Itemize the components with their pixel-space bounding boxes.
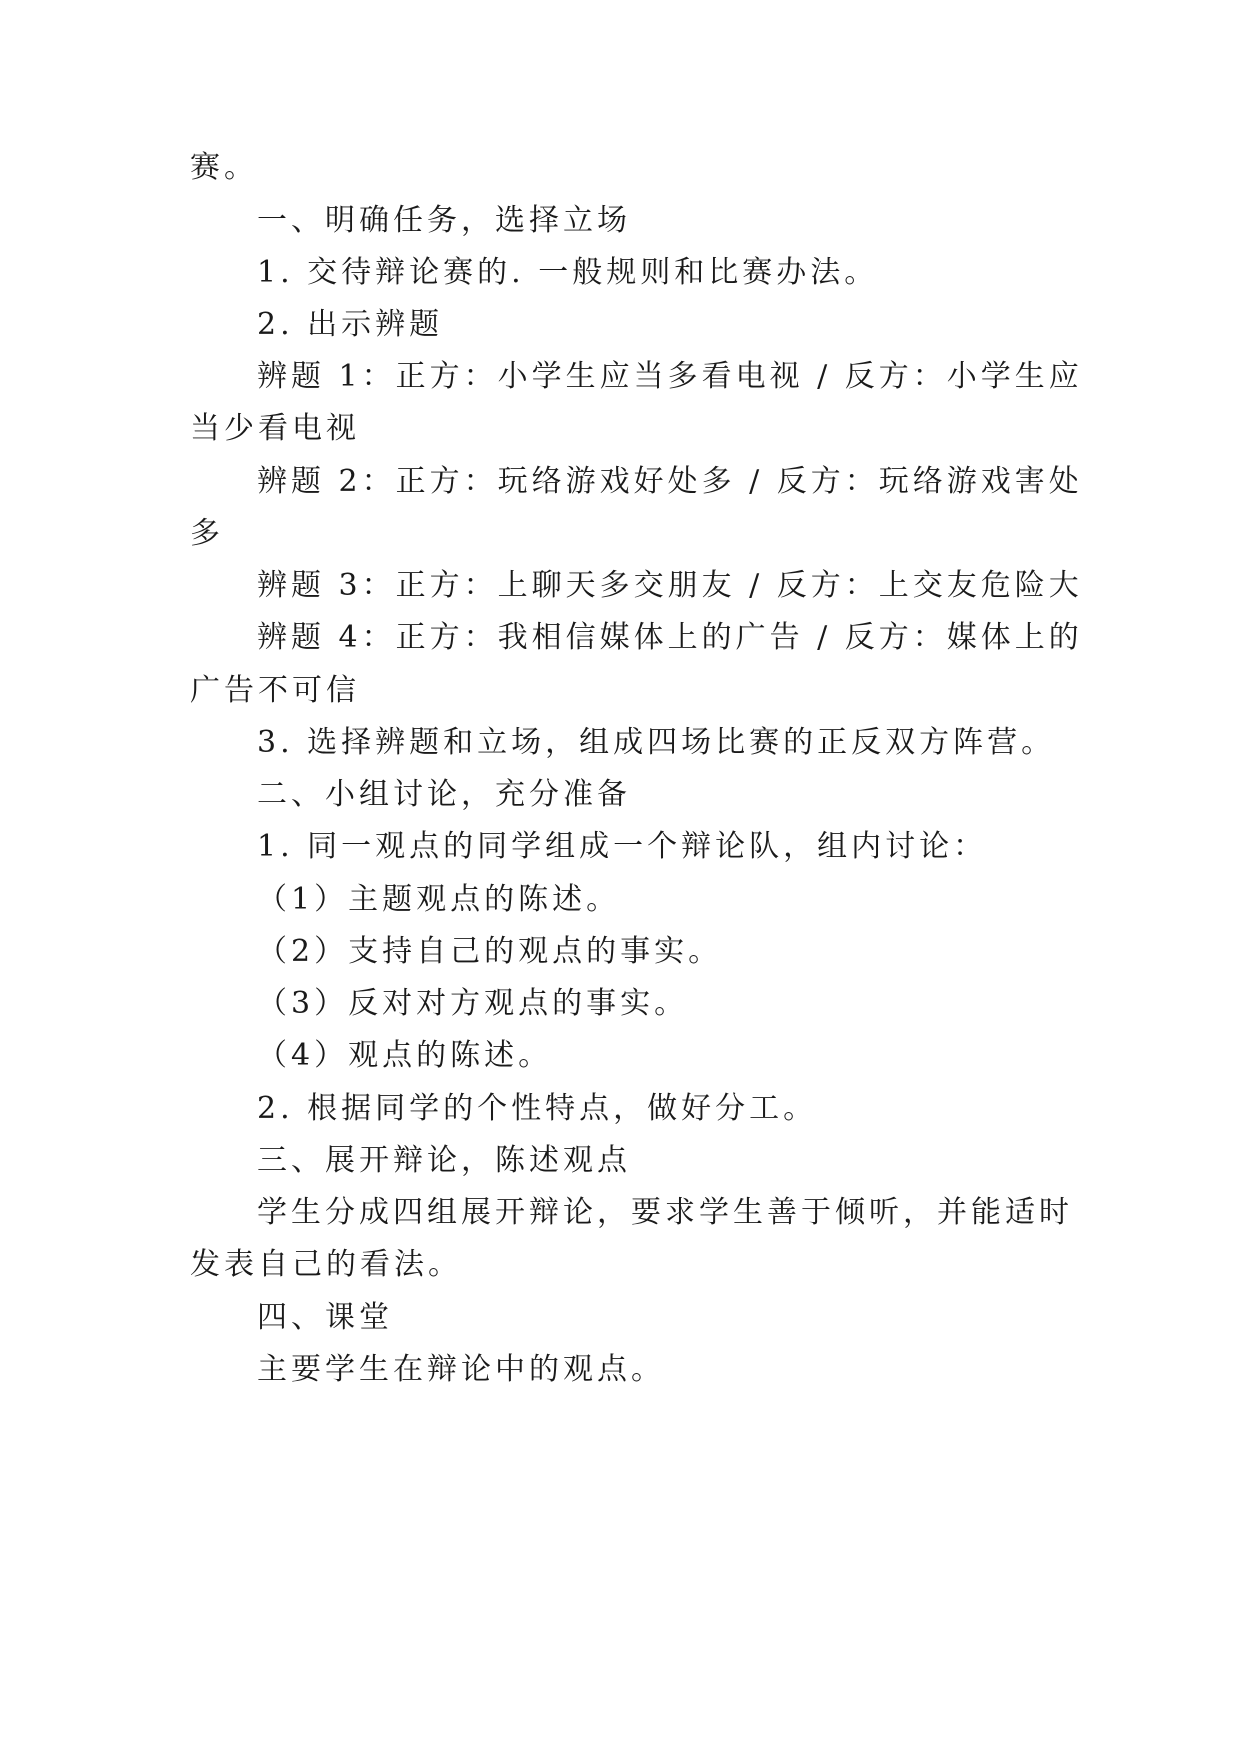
list-item: （3）反对对方观点的事实。 bbox=[257, 986, 689, 1021]
list-item: （4）观点的陈述。 bbox=[257, 1038, 553, 1073]
text-line: 辨题 4：正方：我相信媒体上的广告 / 反方：媒体上的 bbox=[257, 620, 1083, 655]
list-item: （1）主题观点的陈述。 bbox=[257, 882, 621, 917]
text-line: 广告不可信 bbox=[190, 673, 360, 708]
text-line: 2. 根据同学的个性特点，做好分工。 bbox=[257, 1091, 818, 1126]
text-line: 辨题 2：正方：玩络游戏好处多 / 反方：玩络游戏害处 bbox=[257, 464, 1083, 499]
section-heading: 二、小组讨论，充分准备 bbox=[257, 777, 631, 812]
text-line: 辨题 1：正方：小学生应当多看电视 / 反方：小学生应 bbox=[257, 359, 1083, 394]
section-heading: 一、明确任务，选择立场 bbox=[257, 203, 631, 238]
text-line: 3. 选择辨题和立场，组成四场比赛的正反双方阵营。 bbox=[257, 725, 1056, 760]
section-heading: 三、展开辩论，陈述观点 bbox=[257, 1143, 631, 1178]
text-line: 多 bbox=[190, 516, 224, 551]
text-line: 辨题 3：正方：上聊天多交朋友 / 反方：上交友危险大 bbox=[257, 568, 1083, 603]
text-line: 2. 出示辨题 bbox=[257, 307, 444, 342]
text-line: 赛。 bbox=[190, 150, 258, 185]
list-item: （2）支持自己的观点的事实。 bbox=[257, 934, 723, 969]
text-line: 学生分成四组展开辩论，要求学生善于倾听，并能适时 bbox=[257, 1195, 1073, 1230]
text-line: 主要学生在辩论中的观点。 bbox=[257, 1352, 665, 1387]
text-line: 1. 交待辩论赛的. 一般规则和比赛办法。 bbox=[257, 255, 879, 290]
text-line: 发表自己的看法。 bbox=[190, 1247, 462, 1282]
section-heading: 四、课堂 bbox=[257, 1300, 393, 1335]
text-line: 1. 同一观点的同学组成一个辩论队，组内讨论： bbox=[257, 829, 988, 864]
text-line: 当少看电视 bbox=[190, 411, 360, 446]
